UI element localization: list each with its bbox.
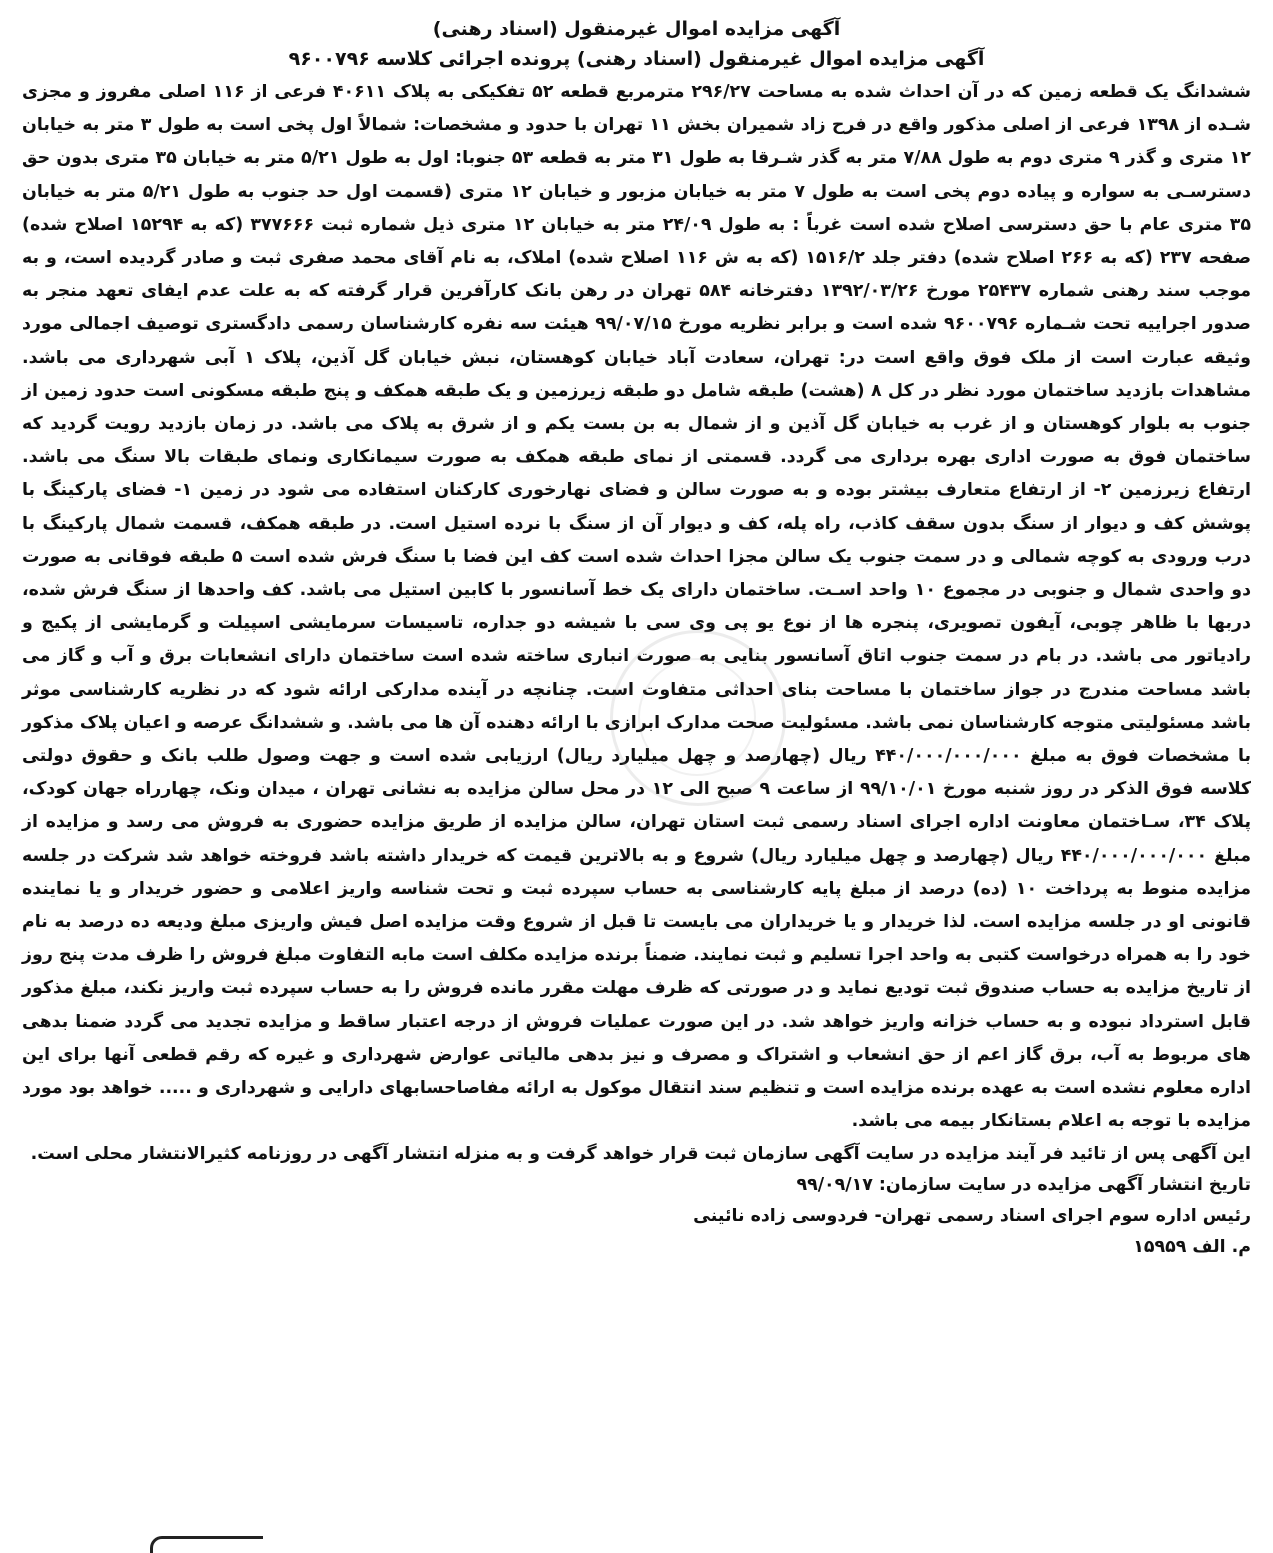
reference-code: م. الف ۱۵۹۵۹ xyxy=(1133,1236,1251,1257)
notice-title: آگهی مزایده اموال غیرمنقول (اسناد رهنی) xyxy=(432,18,841,40)
notice-body: ششدانگ یک قطعه زمین که در آن احداث شده به مساحت ۲۹۶/۲۷ مترمربع قطعه ۵۲ تفکیکی به پلاک ۴۰۶۱۱ فرعی از ۱۱۶ اصلی مفروز و مجزی شـده از ۱۳۹۸ فرعی از اصلی مذکور واقع در فرح زاد شمیران بخش ۱۱ تهران با حدود و مشخصات: شمالاً اول پخی است به طول ۳ متر به خیابان ۱۲ متری و گذر ۹ متری دوم به طول ۷/۸۸ متر به گذر شـرقا به طول ۳۱ متر به قطعه ۵۳ جنوبا: اول به طول ۵/۲۱ متر به خیابان ۳۵ متری بدون حق دسترسـی به سواره و پیاده دوم پخی است به طول ۷ متر به خیابان مزبور و خیابان ۱۲ متری (قسمت اول حد جنوب به طول ۵/۲۱ متر به خیابان ۳۵ متری عام با حق دسترسی اصلاح شده است غرباً : به طول ۲۴/۰۹ متر به خیابان ۱۲ متری ذیل شماره ثبت ۳۷۷۶۶۶ (که به ۱۵۲۹۴ اصلاح شده) صفحه ۲۳۷ (که به ۲۶۶ اصلاح شده) دفتر جلد ۱۵۱۶/۲ (که به ش ۱۱۶ اصلاح شده) املاک، به نام آقای محمد صفری ثبت و صادر گردیده است، و به موجب سند رهنی شماره ۲۵۴۳۷ مورخ ۱۳۹۲/۰۳/۲۶ دفترخانه ۵۸۴ تهران در رهن بانک کارآفرین قرار گرفته که به علت عدم ایفای تعهد منجر به صدور اجراییه تحت شـماره ۹۶۰۰۷۹۶ شده است و برابر نظریه مورخ ۹۹/۰۷/۱۵ هیئت سه نفره کارشناسان رسمی دادگستری توصیف اجمالی مورد وثیقه عبارت است از ملک فوق واقع است در: تهران، سعادت آباد خیابان کوهستان، نبش خیابان گل آذین، پلاک ۱ آبی شهرداری می باشد. مشاهدات بازدید ساختمان مورد نظر در کل ۸ (هشت) طبقه شامل دو طبقه زیرزمین و یک طبقه همکف و پنج طبقه مسکونی است حدود زمین از جنوب به بلوار کوهستان و از غرب به خیابان گل آذین و از شمال به بن بست یکم و از شرق به پلاک می باشد. در زمان بازدید رویت گردید که ساختمان فوق به صورت اداری بهره برداری می گردد. قسمتی از نمای طبقه همکف به صورت سیمانکاری ونمای طبقات بالا سنگ می باشد. ارتفاع زیرزمین ۲- از ارتفاع متعارف بیشتر بوده و به صورت سالن و فضای نهارخوری کارکنان استفاده می شود در زمین ۱- فضای پارکینگ با پوشش کف و دیوار از سنگ بدون سقف کاذب، راه پله، کف و دیوار آن از سنگ با نرده استیل است. در طبقه همکف، قسمت شمال پارکینگ با درب ورودی به کوچه شمالی و در سمت جنوب یک سالن مجزا احداث شده است کف این فضا با سنگ فرش شده است ۵ طبقه فوقانی به صورت دو واحدی شمال و جنوبی در مجموع ۱۰ واحد اسـت. ساختمان دارای یک خط آسانسور با کابین استیل می باشد. کف واحدها از سنگ فرش شده، دربها با ظاهر چوبی، آیفون تصویری، پنجره ها از نوع یو پی وی سی با شیشه دو جداره، تاسیسات سرمایشی اسپیلت و گرمایشی از پکیج و رادیاتور می باشد. در بام در سمت جنوب اتاق آسانسور بنایی به صورت انباری ساخته شده است ساختمان دارای انشعابات برق و آب و گاز می باشد مساحت مندرج در جواز ساختمان با مساحت بنای احداثی متفاوت است. چنانچه در آینده مدارکی ارائه شود که در نظریه کارشناسی موثر باشد مسئولیتی متوجه کارشناسان نمی باشد. مسئولیت صحت مدارک ابرازی با ارائه دهنده آن ها می باشد. و ششدانگ عرصه و اعیان پلاک مذکور با مشخصات فوق به مبلغ ۴۴۰/۰۰۰/۰۰۰/۰۰۰ ریال (چهارصد و چهل میلیارد ریال) ارزیابی شده است و جهت وصول طلب بانک و حقوق دولتی کلاسه فوق الذکر در روز شنبه مورخ ۹۹/۱۰/۰۱ از ساعت ۹ صبح الی ۱۲ در محل سالن مزایده به نشانی تهران ، میدان ونک، چهارراه جهان کودک، پلاک ۳۴، سـاختمان معاونت اداره اجرای اسناد رسمی ثبت استان تهران، سالن مزایده از طریق مزایده حضوری به فروش می رسد و مزایده از مبلغ ۴۴۰/۰۰۰/۰۰۰/۰۰۰ ریال (چهارصد و چهل میلیارد ریال) شروع و به بالاترین قیمت که خریدار داشته باشد فروخته خواهد شد شرکت در جلسه مزایده منوط به پرداخت ۱۰ (ده) درصد از مبلغ پایه کارشناسی به حساب سپرده ثبت و تحت شناسه واریز اعلامی و حضور خریدار و یا نماینده قانونی او در جلسه مزایده است. لذا خریدار و یا خریداران می بایست تا قبل از شروع وقت مزایده اصل فیش واریزی مبلغ ودیعه ده درصد به نام خود را به همراه درخواست کتبی به واحد اجرا تسلیم و ثبت نمایند. ضمناً برنده مزایده مکلف است مابه التفاوت مبلغ فروش را ظرف مدت پنج روز از تاریخ مزایده به حساب صندوق ثبت تودیع نماید و در صورتی که ظرف مهلت مقرر مانده فروش را به حساب سپرده ثبت واریز نکند، مبلغ مذکور قابل استرداد نبوده و به حساب خزانه واریز خواهد شد. در این صورت عملیات فروش از درجه اعتبار ساقط و مزایده تجدید می گردد ضمنا بدهی های مربوط به آب، برق گاز اعم از حق انشعاب و اشتراک و مصرف و نیز بدهی مالیاتی عوارض شهرداری و غیره که رقم قطعی آنها برای این اداره معلوم نشده است به عهده برنده مزایده است و تنظیم سند انتقال موکول به ارائه مفاصاحسابهای دارایی و شهرداری و ..... خواهد بود مورد مزایده با توجه به اعلام بستانکار بیمه می باشد. xyxy=(22,82,1252,1132)
publish-date-line: تاریخ انتشار آگهی مزایده در سایت سازمان: ۹۹/۰۹/۱۷ xyxy=(796,1174,1251,1195)
notice-footer xyxy=(22,1139,1251,1263)
notice-subtitle: آگهی مزایده اموال غیرمنقول (اسناد رهنی) پرونده اجرائی کلاسه ۹۶۰۰۷۹۶ xyxy=(288,48,985,70)
scan-mark-icon xyxy=(150,1536,263,1553)
signature-line: رئیس اداره سوم اجرای اسناد رسمی تهران- فردوسی زاده نائینی xyxy=(693,1205,1251,1226)
publication-note: این آگهی پس از تائید فر آیند مزایده در سایت آگهی سازمان ثبت قرار خواهد گرفت و به منزله انتشار آگهی در روزنامه کثیرالانتشار محلی است. xyxy=(30,1143,1251,1164)
